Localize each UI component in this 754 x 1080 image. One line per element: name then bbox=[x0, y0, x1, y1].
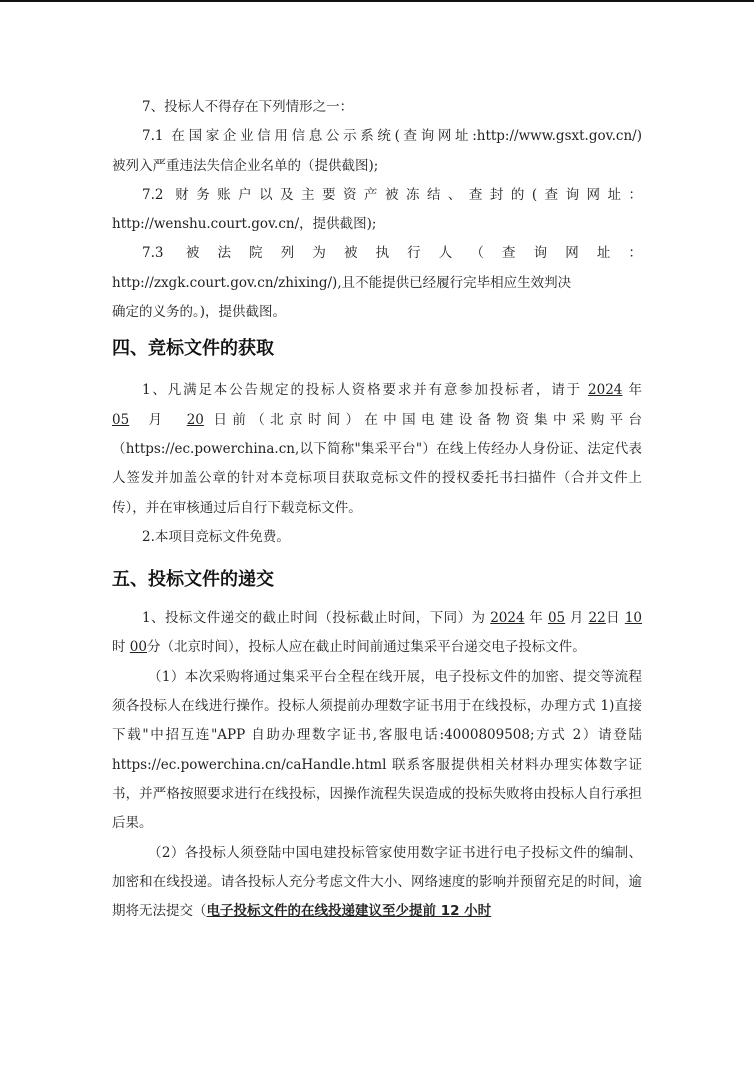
s4-month: 05 bbox=[112, 411, 130, 428]
s4-day-unit: 日前（北京时间）在中国电建设备物资集中采购平台 bbox=[213, 411, 642, 428]
s5-year-unit: 年 bbox=[529, 610, 544, 627]
s5-hour-unit: 时 bbox=[112, 639, 126, 656]
section-5-paragraph-3 bbox=[112, 839, 642, 927]
s5-p3-bold: 电子投标文件的在线投递建议至少提前 12 小时 bbox=[206, 903, 492, 920]
s5-hour: 10 bbox=[624, 610, 643, 627]
section-4-paragraph-2: 2.本项目竞标文件免费。 bbox=[142, 528, 290, 545]
s5-month-unit: 月 bbox=[569, 610, 584, 627]
s5-day: 22 bbox=[588, 610, 606, 627]
s5-day-unit: 日 bbox=[605, 610, 621, 627]
item-7-1-line1: 7.1 在国家企业信用信息公示系统(查询网址:http://www.gsxt.gov.cn/) bbox=[142, 128, 642, 145]
item-7-2-line2: http://wenshu.court.gov.cn/，提供截图); bbox=[112, 216, 377, 233]
section-5-heading: 五、投标文件的递交 bbox=[112, 569, 274, 591]
s5-p1-rest: 分（北京时间），投标人应在截止时间前通过集采平台递交电子投标文件。 bbox=[146, 639, 586, 656]
s4-year: 2024 bbox=[588, 382, 623, 399]
item-7-3-line1: 7.3 被法院列为被执行人（查询网址： bbox=[142, 245, 642, 262]
s5-minute: 00 bbox=[129, 639, 147, 656]
s4-month-unit: 月 bbox=[148, 411, 168, 428]
page-top-border bbox=[0, 0, 754, 2]
s5-p3-pre: （2）各投标人须登陆中国电建投标管家使用数字证书进行电子投标文件的编制、加密和在线投递。请各投标人充分考虑文件大小、网络速度的影响并预留充足的时间，逾期将无法提交（ bbox=[112, 844, 642, 920]
s4-p1-pre: 1、凡满足本公告规定的投标人资格要求并有意参加投标者，请于 bbox=[142, 382, 582, 399]
section-5-paragraph-2: （1）本次采购将通过集采平台全程在线开展，电子投标文件的加密、提交等流程须各投标人在线进行操作。投标人须提前办理数字证书用于在线投标，办理方式 1)直接下载"中招互连"APP 自助办理数字证书,客服电话:4000809508;方式 2）请登陆 https://ec.powerchina.cn/caHandle.html 联系客服提供相关材料办理实体数字证书，并严格按照要求进行在线投标，因操作流程失误造成的投标失败将由投标人自行承担后果。 bbox=[112, 668, 642, 832]
section-4-paragraph-1 bbox=[112, 376, 642, 522]
s5-month: 05 bbox=[547, 610, 566, 627]
item-7-1-line2: 被列入严重违法失信企业名单的（提供截图); bbox=[112, 157, 379, 174]
item-7-2-line1: 7.2 财务账户以及主要资产被冻结、查封的(查询网址： bbox=[142, 186, 642, 203]
s4-p1-rest: （https://ec.powerchina.cn,以下简称"集采平台"）在线上传经办人身份证、法定代表人签发并加盖公章的针对本竞标项目获取竞标文件的授权委托书扫描件（合并文件上传），并在审核通过后自行下载竞标文件。 bbox=[112, 440, 642, 516]
item-7-intro: 7、投标人不得存在下列情形之一： bbox=[142, 99, 354, 115]
s4-day: 20 bbox=[186, 411, 204, 428]
document-page bbox=[112, 93, 642, 926]
item-7-3-line2: http://zxgk.court.gov.cn/zhixing/),且不能提供已经履行完毕相应生效判决 bbox=[112, 274, 572, 291]
s5-p1-pre: 1、投标文件递交的截止时间（投标截止时间，下同）为 bbox=[142, 610, 486, 627]
section-4-heading: 四、竞标文件的获取 bbox=[112, 338, 274, 360]
section-5-paragraph-1 bbox=[112, 604, 642, 663]
s5-year: 2024 bbox=[490, 610, 525, 627]
item-7-3-line3: 确定的义务的。)，提供截图。 bbox=[112, 304, 287, 321]
s4-year-unit: 年 bbox=[628, 382, 643, 399]
